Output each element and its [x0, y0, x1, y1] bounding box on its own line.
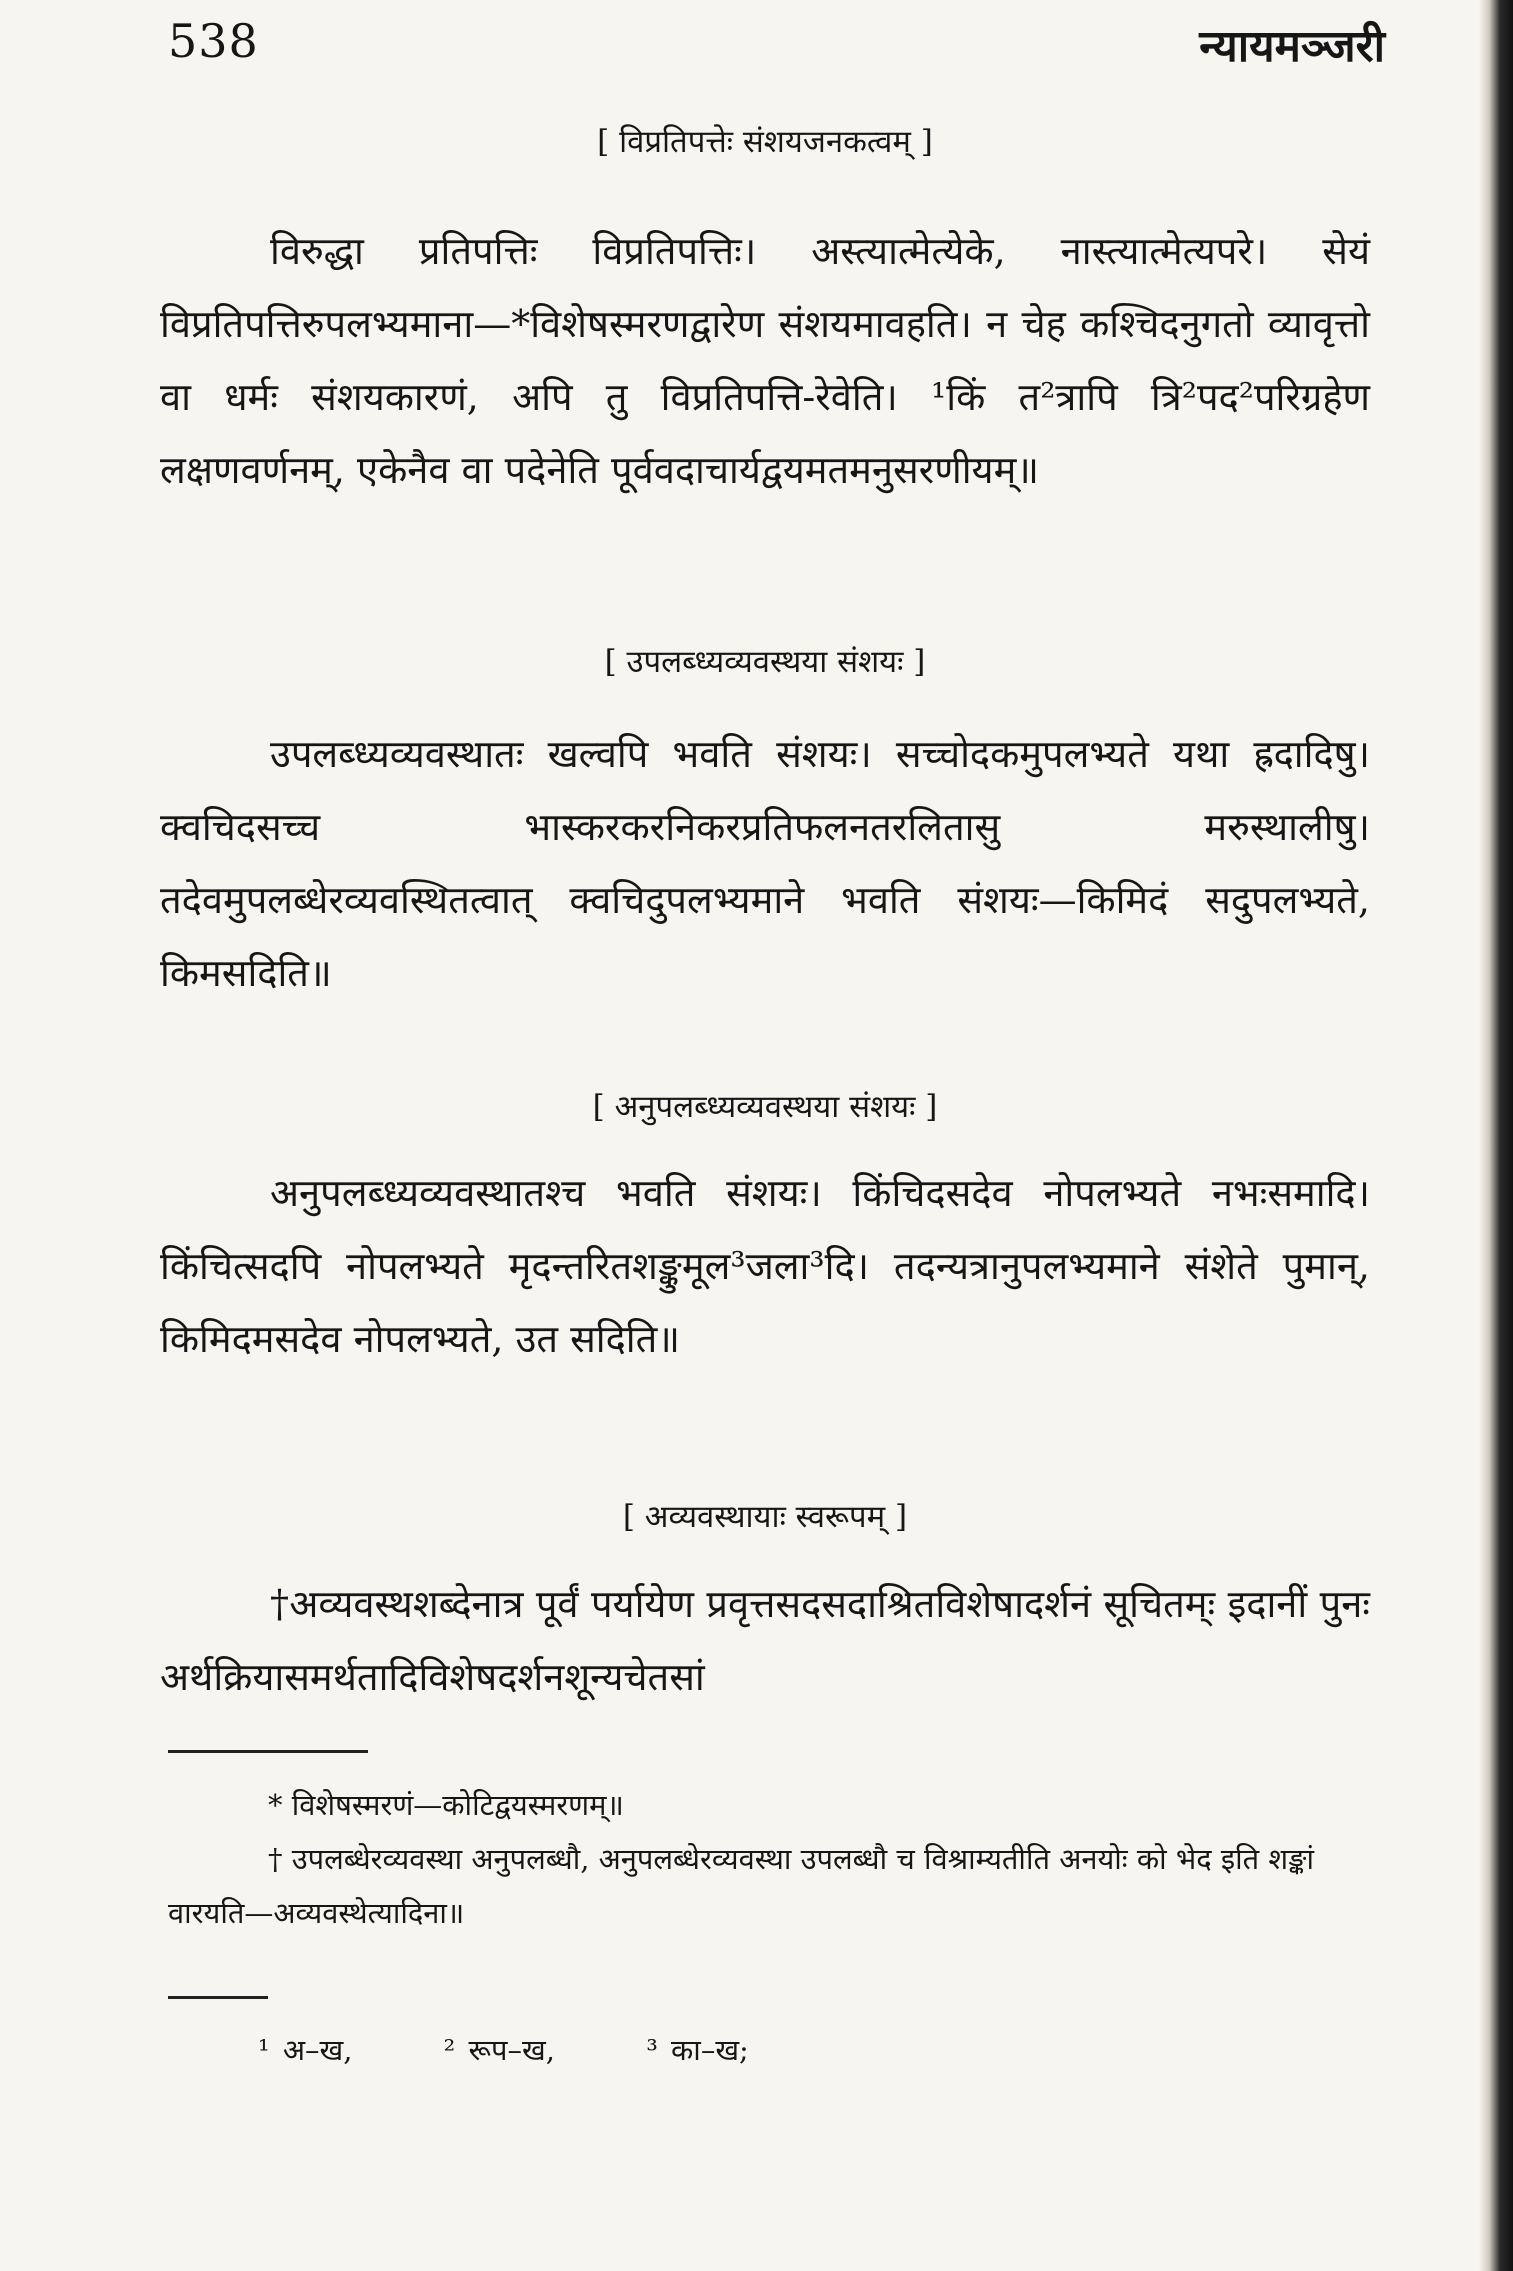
page-number: 538	[168, 14, 259, 68]
variants-rule	[168, 1996, 268, 1999]
variant-reading-3: ³ का–ख;	[646, 2033, 749, 2067]
section-text-2: उपलब्ध्यव्यवस्थातः खल्वपि भवति संशयः। सच्चोदकमुपलभ्यते यथा ह्रदादिषु। क्वचिदसच्च भास्करकरनिकरप्रतिफलनतरलितासु मरुस्थालीषु। तदेवमुपलब्धेरव्यवस्थितत्वात् क्वचिदुपलभ्यमाने भवति संशयः—किमिदं सदुपलभ्यते, किमसदिति॥	[160, 732, 1370, 995]
variant-reading-2: ² रूप–ख,	[443, 2033, 555, 2067]
section-heading-3: [ अनुपलब्ध्यव्यवस्थया संशयः ]	[592, 1089, 938, 1125]
variant-reading-1: ¹ अ–ख,	[258, 2033, 353, 2067]
running-title: न्यायमञ्जरी	[1199, 21, 1385, 72]
section-text-3: अनुपलब्ध्यव्यवस्थातश्च भवति संशयः। किंचिदसदेव नोपलभ्यते नभःसमादि। किंचित्सदपि नोपलभ्यते मृदन्तरितशङ्कुमूल³जला³दि। तदन्यत्रानुपलभ्यमाने संशेते पुमान्, किमिदमसदेव नोपलभ्यते, उत सदिति॥	[160, 1171, 1370, 1361]
footnote-2: † उपलब्धेरव्यवस्था अनुपलब्धौ, अनुपलब्धेरव्यवस्था उपलब्धौ च विश्राम्यतीति अनयोः को भेद इति शङ्कां वारयति—अव्यवस्थेत्यादिना॥	[168, 1842, 1314, 1930]
footnote-1: * विशेषस्मरणं—कोटिद्वयस्मरणम्॥	[268, 1788, 624, 1822]
section-text-4: †अव्यवस्थशब्देनात्र पूर्वं पर्यायेण प्रवृत्तसदसदाश्रितविशेषादर्शनं सूचितम्ः इदानीं पुनः अर्थक्रियासमर्थतादिविशेषदर्शनशून्यचेतसां	[160, 1582, 1370, 1699]
footnote-rule	[168, 1750, 368, 1753]
section-text-1: विरुद्धा प्रतिपत्तिः विप्रतिपत्तिः। अस्त्यात्मेत्येके, नास्त्यात्मेत्यपरे। सेयं विप्रतिपत्तिरुपलभ्यमाना—*विशेषस्मरणद्वारेण संशयमावहति। न चेह कश्चिदनुगतो व्यावृत्तो वा धर्मः संशयकारणं, अपि तु विप्रतिपत्ति-रेवेति। ¹किं त²त्रापि त्रि²पद²परिग्रहेण लक्षणवर्णनम्, एकेनैव वा पदेनेति पूर्ववदाचार्यद्वयमतमनुसरणीयम्॥	[160, 229, 1370, 492]
section-heading-4: [ अव्यवस्थायाः स्वरूपम् ]	[622, 1499, 908, 1535]
page-edge-shadow	[1479, 0, 1513, 2271]
section-heading-2: [ उपलब्ध्यव्यवस्थया संशयः ]	[604, 644, 926, 680]
section-heading-1: [ विप्रतिपत्तेः संशयजनकत्वम् ]	[597, 124, 933, 160]
variant-readings	[258, 2030, 827, 2069]
